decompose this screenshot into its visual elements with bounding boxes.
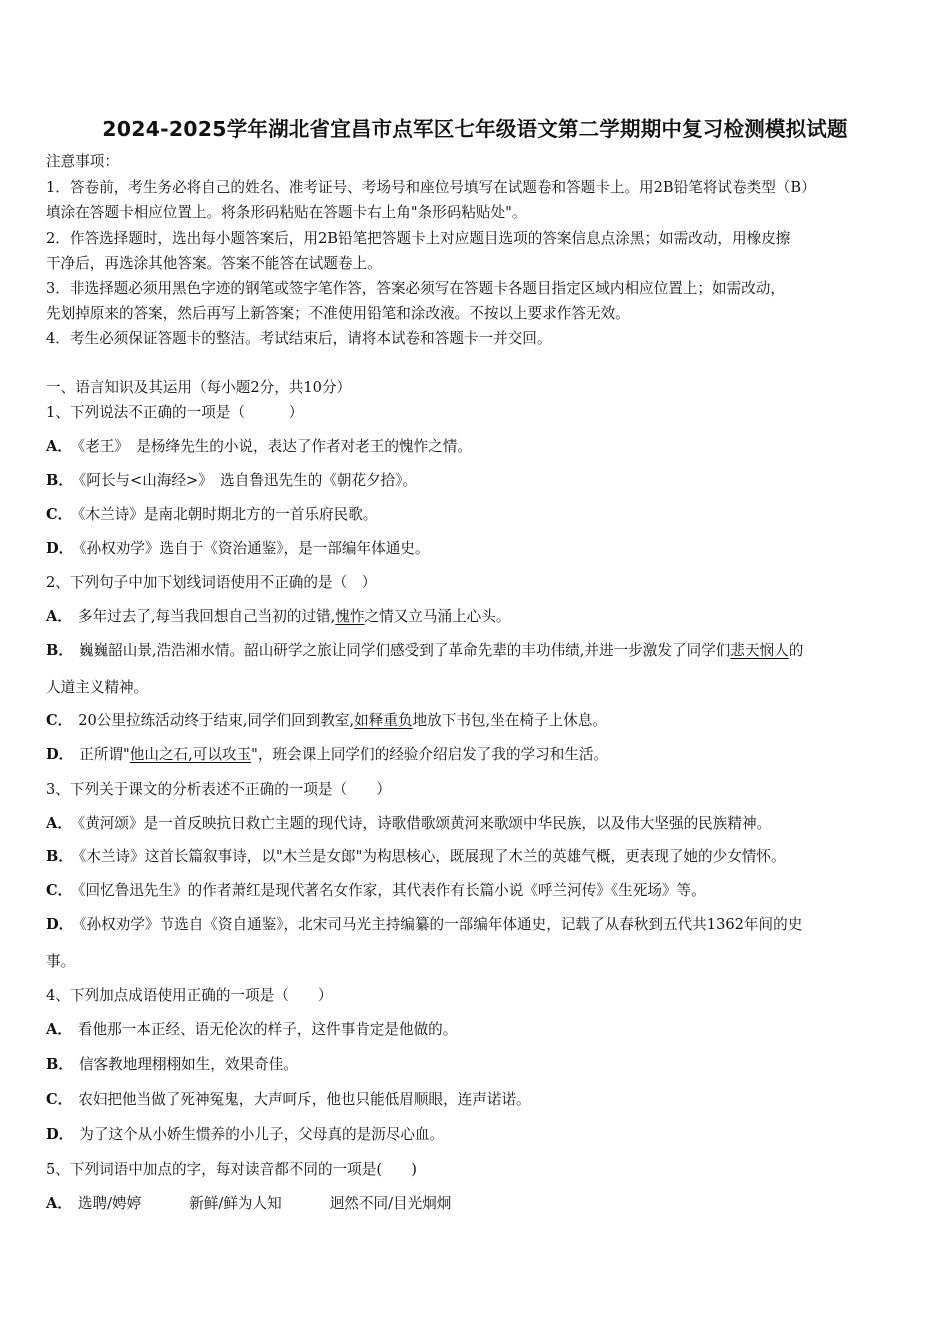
option-label: A． — [46, 1195, 72, 1212]
option-b — [46, 845, 912, 866]
option-label: C． — [46, 1091, 73, 1108]
option-b — [46, 469, 912, 490]
option-text: 20公里拉练活动终于结束,同学们回到教室, — [78, 712, 355, 729]
option-text: 选聘/娉婷 — [77, 1195, 142, 1212]
option-label: B． — [46, 848, 73, 865]
option-text: 《老王》 是杨绛先生的小说，表达了作者对老王的愧怍之情。 — [77, 438, 472, 455]
notice-line: 1．答卷前，考生务必将自己的姓名、准考证号、考场号和座位号填写在试题卷和答题卡上。用2B铅笔将试卷类型（B） — [46, 179, 816, 196]
option-label: C． — [46, 882, 73, 899]
option-a — [46, 1192, 912, 1213]
underlined-word: 他山之石,可以攻玉 — [129, 746, 252, 763]
page-title: 2024-2025学年湖北省宜昌市点军区七年级语文第二学期期中复习检测模拟试题 — [102, 117, 848, 141]
option-a — [46, 605, 912, 626]
option-c — [46, 503, 912, 524]
option-text: 迥然不同/目光炯炯 — [329, 1195, 452, 1212]
notice-line: 先划掉原来的答案，然后再写上新答案；不准使用铅笔和涂改液。不按以上要求作答无效。 — [46, 305, 630, 322]
question-stem: 5、下列词语中加点的字，每对读音都不同的一项是( ) — [46, 1161, 417, 1178]
option-b — [46, 1053, 912, 1074]
option-b — [46, 639, 912, 660]
question-stem: 1、下列说法不正确的一项是（ ） — [46, 404, 304, 421]
option-label: D． — [46, 1126, 74, 1143]
option-text: 正所谓" — [79, 746, 130, 763]
option-label: B． — [46, 642, 73, 659]
notice-line: 干净后，再选涂其他答案。答案不能答在试题卷上。 — [46, 255, 382, 272]
option-text: 新鲜/鲜为人知 — [189, 1195, 282, 1212]
option-c — [46, 709, 912, 730]
option-d — [46, 1123, 912, 1144]
option-d — [46, 537, 912, 558]
underlined-word: 悲天悯人 — [730, 642, 789, 659]
notice-heading: 注意事项： — [46, 153, 119, 170]
question-stem: 3、下列关于课文的分析表述不正确的一项是（ ） — [46, 781, 391, 798]
option-d-continued: 事。 — [46, 953, 76, 970]
option-text: 的 — [788, 642, 804, 659]
option-text: 《阿长与<山海经>》 选自鲁迅先生的《朝花夕拾》。 — [78, 472, 418, 489]
option-label: A． — [46, 1021, 72, 1038]
notice-line: 填涂在答题卡相应位置上。将条形码粘贴在答题卡右上角"条形码粘贴处"。 — [46, 204, 527, 221]
option-text: 《黄河颂》是一首反映抗日救亡主题的现代诗，诗歌借歌颂黄河来歌颂中华民族，以及伟大坚强的民族精神。 — [77, 815, 772, 832]
option-a — [46, 1018, 912, 1039]
option-text: 之情又立马涌上心头。 — [364, 608, 511, 625]
option-d — [46, 913, 912, 934]
option-label: D． — [46, 746, 74, 763]
option-a — [46, 812, 912, 833]
option-text: 信客教地理栩栩如生，效果奇佳。 — [78, 1056, 298, 1073]
option-label: B． — [46, 472, 73, 489]
option-label: A． — [46, 438, 72, 455]
option-text: "，班会课上同学们的经验介绍启发了我的学习和生活。 — [251, 746, 609, 763]
option-label: B． — [46, 1056, 73, 1073]
question-stem: 4、下列加点成语使用正确的一项是（ ） — [46, 987, 333, 1004]
option-label: A． — [46, 608, 72, 625]
option-b-continued: 人道主义精神。 — [46, 679, 149, 696]
option-text: 地放下书包,坐在椅子上休息。 — [412, 712, 607, 729]
underlined-word: 愧怍 — [335, 608, 365, 625]
option-c — [46, 879, 912, 900]
option-a — [46, 435, 912, 456]
option-text: 巍巍韶山景,浩浩湘水情。韶山研学之旅让同学们感受到了革命先辈的丰功伟绩,并进一步激发了同学们 — [78, 642, 731, 659]
option-text: 《回忆鲁迅先生》的作者萧红是现代著名女作家，其代表作有长篇小说《呼兰河传》《生死场》等。 — [78, 882, 706, 899]
option-label: C． — [46, 712, 73, 729]
option-label: A． — [46, 815, 72, 832]
option-label: D． — [46, 540, 74, 557]
notice-line: 3．非选择题必须用黑色字迹的钢笔或签字笔作答，答案必须写在答题卡各题目指定区域内相应位置上；如需改动， — [46, 280, 785, 297]
option-text: 《孙权劝学》选自于《资治通鉴》，是一部编年体通史。 — [79, 540, 430, 557]
option-d — [46, 743, 912, 764]
section-heading: 一、语言知识及其运用（每小题2分，共10分） — [46, 379, 352, 396]
option-text: 《木兰诗》这首长篇叙事诗，以"木兰是女郎"为构思核心，既展现了木兰的英雄气概，更表现了她的少女情怀。 — [78, 848, 786, 865]
question-stem: 2、下列句子中加下划线词语使用不正确的是（ ） — [46, 574, 377, 591]
option-text: 为了这个从小娇生惯养的小儿子，父母真的是沥尽心血。 — [79, 1126, 445, 1143]
option-text: 看他那一本正经、语无伦次的样子，这件事肯定是他做的。 — [77, 1021, 458, 1038]
option-c — [46, 1088, 912, 1109]
option-label: C． — [46, 506, 73, 523]
option-text: 多年过去了,每当我回想自己当初的过错, — [77, 608, 336, 625]
underlined-word: 如释重负 — [354, 712, 413, 729]
notice-line: 4．考生必须保证答题卡的整洁。考试结束后，请将本试卷和答题卡一并交回。 — [46, 330, 552, 347]
notice-line: 2．作答选择题时，选出每小题答案后，用2B铅笔把答题卡上对应题目选项的答案信息点涂黑；如需改动，用橡皮擦 — [46, 230, 791, 247]
option-text: 《孙权劝学》节选自《资自通鉴》，北宋司马光主持编纂的一部编年体通史，记载了从春秋到五代共1362年间的史 — [79, 916, 803, 933]
option-label: D． — [46, 916, 74, 933]
option-text: 农妇把他当做了死神冤鬼，大声呵斥，他也只能低眉顺眼，连声诺诺。 — [78, 1091, 531, 1108]
option-text: 《木兰诗》是南北朝时期北方的一首乐府民歌。 — [78, 506, 378, 523]
